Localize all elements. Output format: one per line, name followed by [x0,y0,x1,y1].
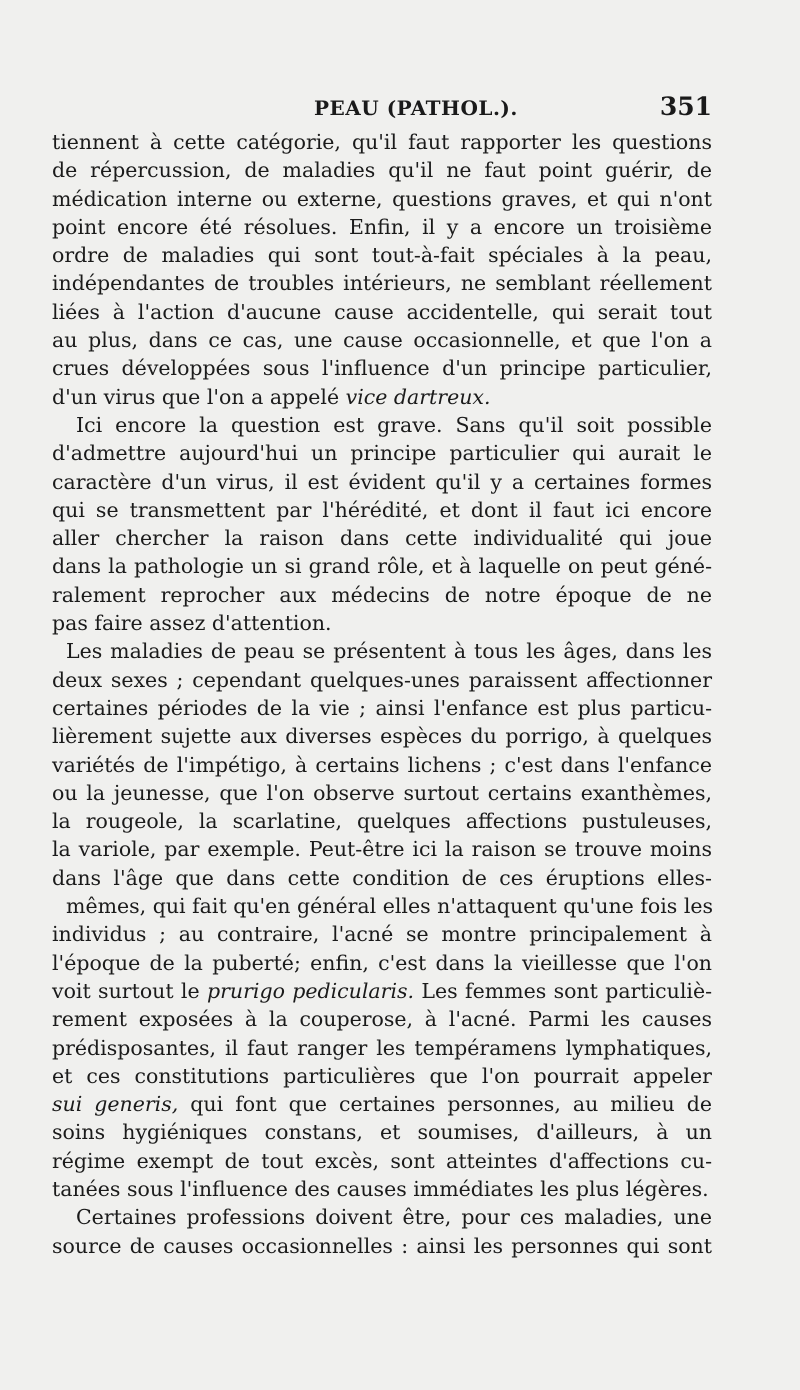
text-run: d'un virus que l'on a appelé [52,384,346,409]
text-line: caractère d'un virus, il est évident qu'il y a certaines formes [52,469,712,494]
text-line: la rougeole, la scarlatine, quelques affections pustuleuses, [52,809,712,834]
text-line: qui se transmettent par l'hérédité, et dont il faut ici encore [52,497,712,522]
paragraph-first-line: Ici encore la question est grave. Sans qu'il soit possible [76,412,712,437]
italic-term: prurigo pedicularis. [206,978,415,1003]
text-line: mêmes, qui fait qu'en général elles n'attaquent qu'une fois les [66,894,714,919]
running-title: PEAU (PATHOL.). [314,96,518,120]
body-text [52,128,712,1260]
text-line: individus ; au contraire, l'acné se montre principalement à [52,922,712,947]
paragraph-first-line: Certaines professions doivent être, pour ces maladies, une [76,1205,712,1230]
italic-term: vice dartreux. [345,384,491,409]
text-line: aller chercher la raison dans cette individualité qui joue [52,526,712,551]
page-number: 351 [659,92,712,121]
text-line [52,383,712,411]
text-line: ordre de maladies qui sont tout-à-fait spéciales à la peau, [52,243,712,268]
text-line: prédisposantes, il faut ranger les tempéramens lymphatiques, [52,1035,712,1060]
text-run: qui font que certaines personnes, au milieu de [178,1092,712,1117]
text-line: médication interne ou externe, questions graves, et qui n'ont [52,186,712,211]
text-line: tanées sous l'influence des causes immédiates les plus légères. [52,1176,709,1201]
text-line: de répercussion, de maladies qu'il ne faut point guérir, de [52,158,712,183]
text-line: crues développées sous l'influence d'un principe particulier, [52,356,712,381]
text-line: dans la pathologie un si grand rôle, et à laquelle on peut géné- [52,554,712,579]
text-line: certaines périodes de la vie ; ainsi l'enfance est plus particu- [52,695,712,720]
italic-term: sui generis, [52,1092,179,1117]
text-line: la variole, par exemple. Peut-être ici la raison se trouve moins [52,837,712,862]
text-line: l'époque de la puberté; enfin, c'est dans la vieillesse que l'on [52,950,712,975]
text-line: soins hygiéniques constans, et soumises, d'ailleurs, à un [52,1120,712,1145]
text-line: ou la jeunesse, que l'on observe surtout certains exanthèmes, [52,780,712,805]
paragraph-first-line: Les maladies de peau se présentent à tous les âges, dans les [66,639,712,664]
text-run: voit surtout le [52,978,207,1003]
text-line: deux sexes ; cependant quelques-unes paraissent affectionner [52,667,712,692]
text-line: d'admettre aujourd'hui un principe particulier qui aurait le [52,441,712,466]
text-line: pas faire assez d'attention. [52,611,332,636]
text-line: rement exposées à la couperose, à l'acné. Parmi les causes [52,1007,712,1032]
text-line: lièrement sujette aux diverses espèces du porrigo, à quelques [52,724,712,749]
text-line: et ces constitutions particulières que l'on pourrait appeler [52,1063,712,1088]
text-line: liées à l'action d'aucune cause accidentelle, qui serait tout [52,299,712,324]
text-line: variétés de l'impétigo, à certains lichens ; c'est dans l'enfance [52,752,712,777]
text-line: tiennent à cette catégorie, qu'il faut rapporter les questions [52,130,712,154]
text-line: ralement reprocher aux médecins de notre époque de ne [52,582,712,607]
text-line [52,977,712,1005]
text-line: au plus, dans ce cas, une cause occasionnelle, et que l'on a [52,328,712,353]
text-line [52,1090,712,1118]
text-line: indépendantes de troubles intérieurs, ne semblant réellement [52,271,712,296]
text-line: point encore été résolues. Enfin, il y a encore un troisième [52,214,712,239]
text-line: régime exempt de tout excès, sont atteintes d'affections cu- [52,1148,712,1173]
text-line: dans l'âge que dans cette condition de ces éruptions elles- [52,865,712,890]
text-run: Les femmes sont particuliè- [414,978,712,1003]
text-line: source de causes occasionnelles : ainsi les personnes qui sont [52,1233,712,1258]
running-head [52,90,712,130]
